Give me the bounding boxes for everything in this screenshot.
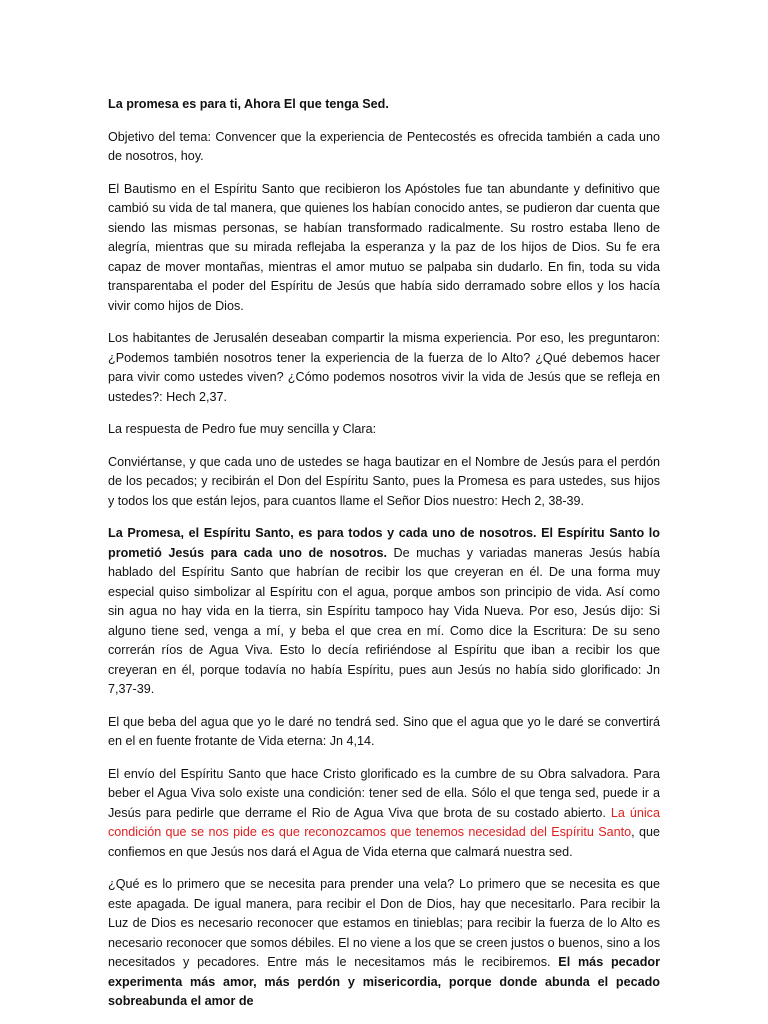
paragraph-pedro-answer: La respuesta de Pedro fue muy sencilla y Clara: (108, 422, 377, 436)
paragraph-water: El que beba del agua que yo le daré no tendrá sed. Sino que el agua que yo le daré se convertirá en el en fuente frotante de Vida eterna: Jn 4,14. (108, 714, 660, 748)
objective-paragraph: Objetivo del tema: Convencer que la experiencia de Pentecostés es ofrecida también a cada uno de nosotros, hoy. (108, 129, 660, 163)
paragraph-promise (108, 524, 660, 700)
paragraph-jerusalem: Los habitantes de Jerusalén deseaban compartir la misma experiencia. Por eso, les preguntaron: ¿Podemos también nosotros tener la experiencia de la fuerza de lo Alto? ¿Qué debemos hacer para vivir como ustedes viven? ¿Cómo podemos nosotros vivir la vida de Jesús que se refleja en ustedes?: Hech 2,37. (108, 331, 660, 404)
promise-bold-text: La Promesa, el Espíritu Santo, es para todos y cada uno de nosotros. El Espíritu Santo lo prometió Jesús para cada uno de nosotros. (108, 526, 660, 560)
promise-rest-text: De muchas y variadas maneras Jesús había hablado del Espíritu Santo que habrían de recibir los que creyeran en él. De una forma muy especial quiso simbolizar al Espíritu con el agua, porque ambos son principio de vida. Así como sin agua no hay vida en la tierra, sin Espíritu tampoco hay Vida Nueva. Por eso, Jesús dijo: Si alguno tiene sed, venga a mí, y beba el que crea en mí. Como dice la Escritura: De su seno correrán ríos de Agua Viva. Esto lo decía refiriéndose al Espíritu que iban a recibir los que creyeran en él, porque todavía no había Espíritu, pues aun Jesús no había sido glorificado: Jn 7,37-39. (108, 545, 660, 696)
paragraph-convert: Conviértanse, y que cada uno de ustedes se haga bautizar en el Nombre de Jesús para el perdón de los pecados; y recibirán el Don del Espíritu Santo, pues la Promesa es para ustedes, sus hijos y todos los que están lejos, para cuantos llame el Señor Dios nuestro: Hech 2, 38-39. (108, 454, 660, 508)
sending-text-b: , que confiemos en que Jesús nos dará el Agua de Vida eterna que calmará nuestra sed. (108, 825, 660, 859)
paragraph-baptism: El Bautismo en el Espíritu Santo que recibieron los Apóstoles fue tan abundante y definitivo que cambió su vida de tal manera, que quienes los habían conocido antes, se pudieron dar cuenta que siendo las mismas personas, se habían transformado radicalmente. Su rostro estaba lleno de alegría, mientras que su mirada reflejaba la esperanza y la paz de los hijos de Dios. Su fe era capaz de mover montañas, mientras el amor mutuo se palpaba sin dudarlo. En fin, toda su vida transparentaba el poder del Espíritu de Jesús que había sido derramado sobre ellos y los hacía vivir como hijos de Dios. (108, 181, 660, 313)
paragraph-candle (108, 875, 660, 1012)
candle-text: ¿Qué es lo primero que se necesita para prender una vela? Lo primero que se necesita es que este apagada. De igual manera, para recibir el Don de Dios, hay que necesitarlo. Para recibir la Luz de Dios es necesario reconocer que estamos en tinieblas; para recibir la fuerza de lo Alto es necesario reconocer que somos débiles. El no viene a los que se creen justos o buenos, sino a los necesitados y pecadores. Entre más le necesitamos más le recibiremos. (108, 877, 660, 969)
sending-text-a: El envío del Espíritu Santo que hace Cristo glorificado es la cumbre de su Obra salvadora. Para beber el Agua Viva solo existe una condición: tener sed de ella. Sólo el que tenga sed, puede ir a Jesús para pedirle que derrame el Rio de Agua Viva que brota de su costado abierto. (108, 766, 660, 820)
document-title: La promesa es para ti, Ahora El que tenga Sed. (108, 97, 389, 111)
paragraph-sending (108, 765, 660, 863)
sending-highlight-text: La única condición que se nos pide es que reconozcamos que tenemos necesidad del Espíritu Santo (108, 805, 660, 839)
candle-bold-text: El más pecador experimenta más amor, más perdón y misericordia, porque donde abunda el pecado sobreabunda el amor de (108, 955, 660, 1008)
